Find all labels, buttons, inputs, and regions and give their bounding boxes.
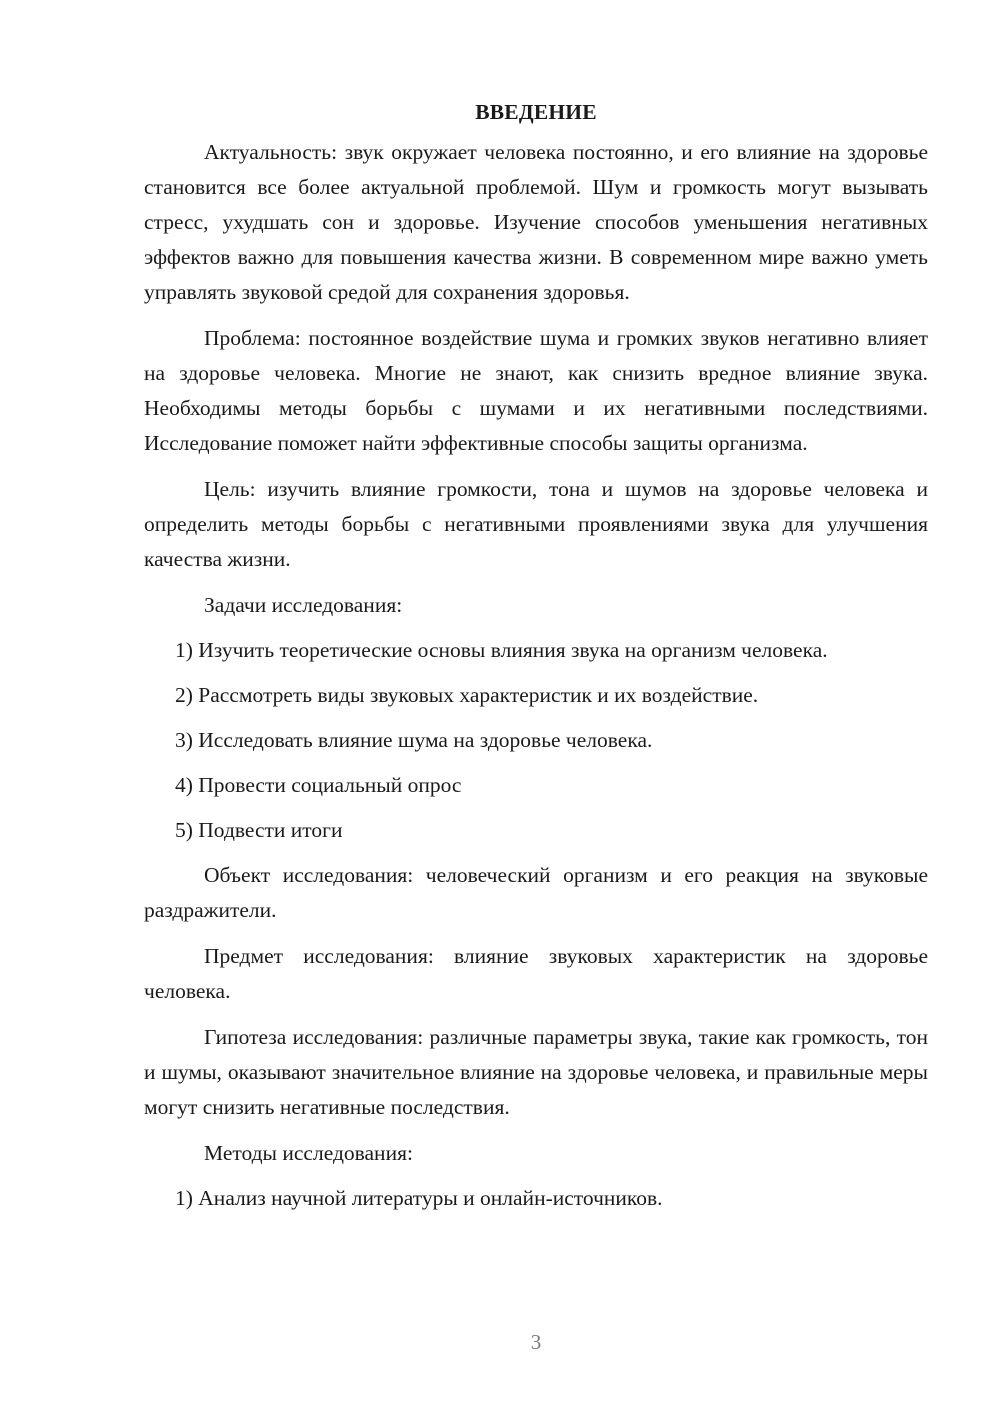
task-item: 1) Изучить теоретические основы влияния звука на организм человека. [175,638,828,662]
page-content [144,95,928,1226]
problem-paragraph: Проблема: постоянное воздействие шума и громких звуков негативно влияет на здоровье человека. Многие не знают, как снизить вредное влияние звука. Необходимы методы борьбы с шумами и их негативными последствиями. Исследование поможет найти эффективные способы защиты организма. [144,326,928,455]
method-item: 1) Анализ научной литературы и онлайн-источников. [175,1186,663,1210]
object-paragraph: Объект исследования: человеческий организм и его реакция на звуковые раздражители. [144,863,928,922]
relevance-paragraph: Актуальность: звук окружает человека постоянно, и его влияние на здоровье становится все более актуальной проблемой. Шум и громкость могут вызывать стресс, ухудшать сон и здоровье. Изучение способов уменьшения негативных эффектов важно для повышения качества жизни. В современном мире важно уметь управлять звуковой средой для сохранения здоровья. [144,140,928,304]
section-heading: ВВЕДЕНИЕ [475,100,597,124]
task-item: 5) Подвести итоги [175,818,343,842]
methods-list [144,1181,928,1216]
subject-paragraph: Предмет исследования: влияние звуковых характеристик на здоровье человека. [144,944,928,1003]
task-item: 3) Исследовать влияние шума на здоровье человека. [175,728,653,752]
goal-paragraph: Цель: изучить влияние громкости, тона и шумов на здоровье человека и определить методы борьбы с негативными проявлениями звука для улучшения качества жизни. [144,477,928,571]
tasks-title: Задачи исследования: [204,593,403,617]
hypothesis-paragraph: Гипотеза исследования: различные параметры звука, такие как громкость, тон и шумы, оказывают значительное влияние на здоровье человека, и правильные меры могут снизить негативные последствия. [144,1025,928,1119]
page-number: 3 [530,1330,542,1354]
methods-title: Методы исследования: [204,1141,413,1165]
tasks-list [144,633,928,848]
task-item: 4) Провести социальный опрос [175,773,462,797]
task-item: 2) Рассмотреть виды звуковых характеристик и их воздействие. [175,683,759,707]
